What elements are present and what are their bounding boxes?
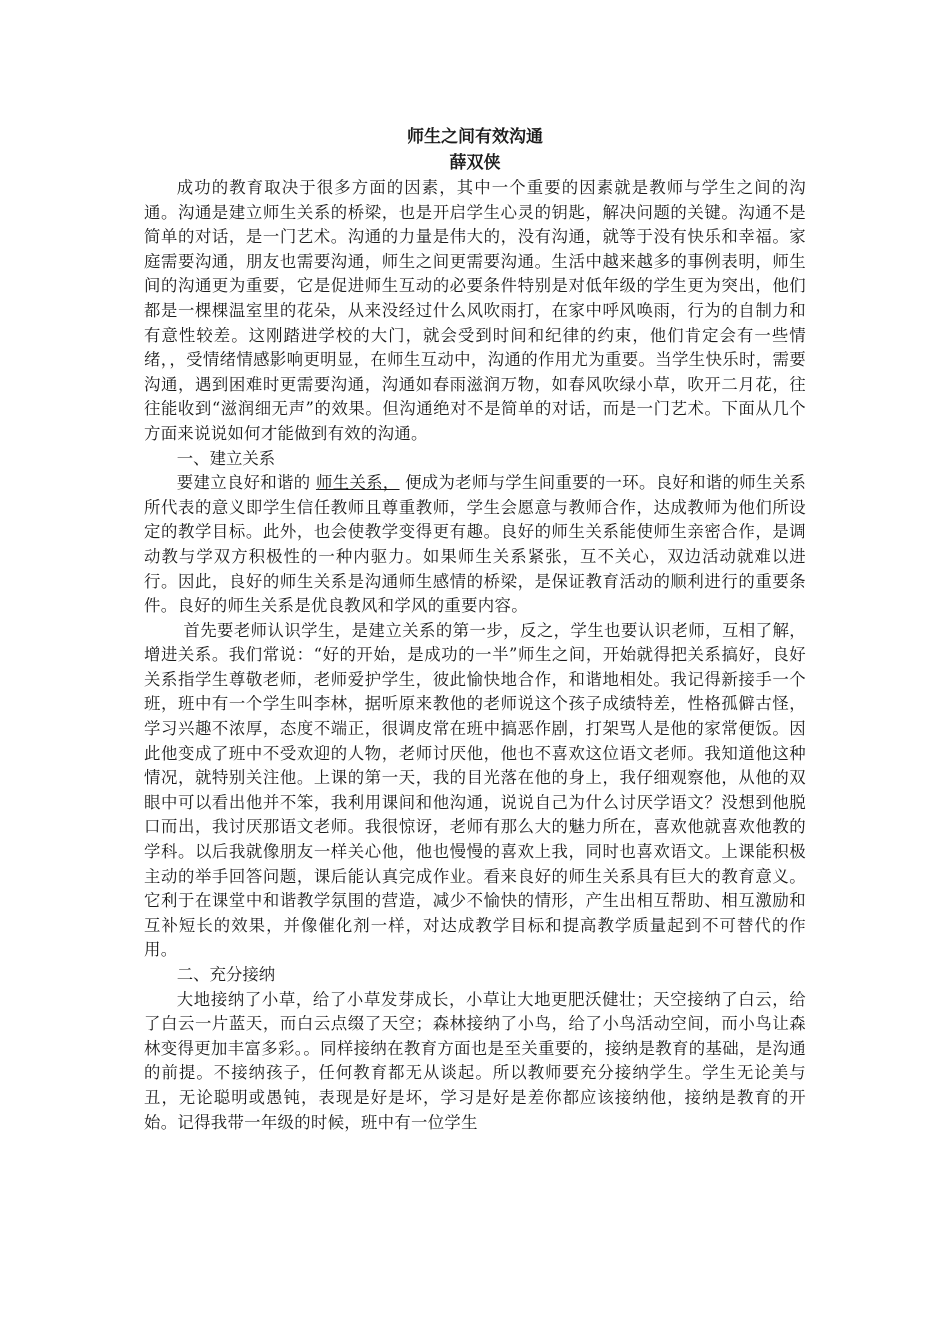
document-author: 薛双侠: [449, 153, 501, 173]
section1-p1-before: 要建立良好和谐的: [176, 473, 311, 493]
document-page: [144, 124, 806, 1135]
section2-paragraph-1: 大地接纳了小草，给了小草发芽成长，小草让大地更肥沃健壮；天空接纳了白云，给了白云一片蓝天，而白云点缀了天空；森林接纳了小鸟，给了小鸟活动空间，而小鸟让森林变得更加丰富多彩。。同样接纳在教育方面也是至关重要的，接纳是教育的基础，是沟通的前提。不接纳孩子，任何教育都无从谈起。所以教师要充分接纳学生。学生无论美与丑，无论聪明或愚钝，表现是好是坏，学习是好是差你都应该接纳他，接纳是教育的开始。记得我带一年级的时候，班中有一位学生: [144, 989, 806, 1132]
section1-heading: 一、建立关系: [176, 448, 276, 468]
section1-p1-after: 便成为老师与学生间重要的一环。良好和谐的师生关系所代表的意义即学生信任教师且尊重教师，学生会愿意与教师合作，达成教师为他们所设定的教学目标。此外，也会使教学变得更有趣。良好的师生关系能使师生亲密合作，是调动教与学双方积极性的一种内驱力。如果师生关系紧张，互不关心，双边活动就难以进行。因此，良好的师生关系是沟通师生感情的桥梁，是保证教育活动的顺利进行的重要条件。良好的师生关系是优良教风和学风的重要内容。: [144, 473, 807, 616]
section1-paragraph-2: 首先要老师认识学生，是建立关系的第一步，反之，学生也要认识老师，互相了解，增进关系。我们常说：“好的开始，是成功的一半”师生之间，开始就得把关系搞好，良好关系指学生尊敬老师，老师爱护学生，彼此愉快地合作，和谐地相处。我记得新接手一个班，班中有一个学生叫李林，据听原来教他的老师说这个孩子成绩特差，性格孤僻古怪，学习兴趣不浓厚，态度不端正，很调皮常在班中搞恶作剧，打架骂人是他的家常便饭。因此他变成了班中不受欢迎的人物，老师讨厌他，他也不喜欢这位语文老师。我知道他这种情况，就特别关注他。上课的第一天，我的目光落在他的身上，我仔细观察他，从他的双眼中可以看出他并不笨，我利用课间和他沟通，说说自己为什么讨厌学语文？没想到他脱口而出，我讨厌那语文老师。我很惊讶，老师有那么大的魅力所在，喜欢他就喜欢他教的学科。以后我就像朋友一样关心他，他也慢慢的喜欢上我，同时也喜欢语文。上课能积极主动的举手回答问题，课后能认真完成作业。看来良好的师生关系具有巨大的教育意义。它利于在课堂中和谐教学氛围的营造，减少不愉快的情形，产生出相互帮助、相互激励和互补短长的效果，并像催化剂一样，对达成教学目标和提高教学质量起到不可替代的作用。: [144, 620, 806, 960]
section2-heading: 二、充分接纳: [176, 965, 276, 984]
section1-paragraph-1: [144, 471, 806, 619]
intro-paragraph: 成功的教育取决于很多方面的因素，其中一个重要的因素就是教师与学生之间的沟通。沟通是建立师生关系的桥梁，也是开启学生心灵的钥匙，解决问题的关键。沟通不是简单的对话，是一门艺术。沟通的力量是伟大的，没有沟通，就等于没有快乐和幸福。家庭需要沟通，朋友也需要沟通，师生之间更需要沟通。生活中越来越多的事例表明，师生间的沟通更为重要，它是促进师生互动的必要条件特别是对低年级的学生更为突出，他们都是一棵棵温室里的花朵，从来没经过什么风吹雨打，在家中呼风唤雨，行为的自制力和有意性较差。这刚踏进学校的大门，就会受到时间和纪律的约束，他们肯定会有一些情绪，，受情绪情感影响更明显，在师生互动中，沟通的作用尤为重要。当学生快乐时，需要沟通，遇到困难时更需要沟通，沟通如春雨滋润万物，如春风吹绿小草，吹开二月花，往往能收到“滋润细无声”的效果。但沟通绝对不是简单的对话，而是一门艺术。下面从几个方面来说说如何才能做到有效的沟通。: [144, 178, 806, 443]
document-title: 师生之间有效沟通: [407, 127, 543, 147]
teacher-student-relationship-link[interactable]: 师生关系，: [315, 473, 400, 493]
